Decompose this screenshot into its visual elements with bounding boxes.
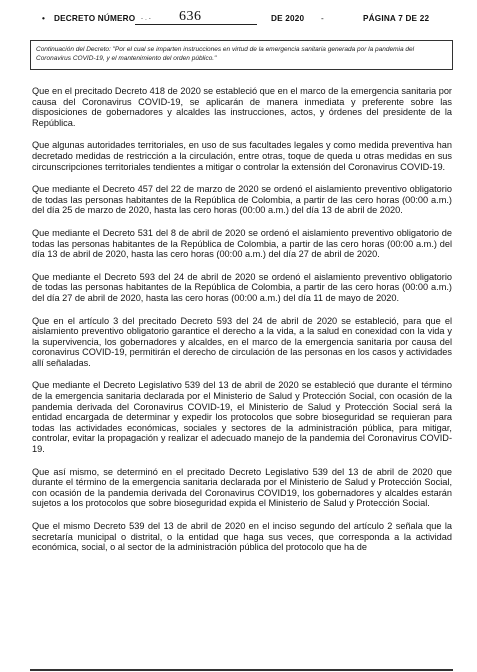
paragraph: Que así mismo, se determinó en el precitado Decreto Legislativo 539 del 13 de abril de 2020 que durante el término de la emergencia sanitaria declarada por el Ministerio de Salud y Protección Social, con ocasión de la pandemia derivada del Coronavirus COVID19, los gobernadores y alcaldes estarán sujetos a los protocolos que sobre bioseguridad expida el Ministerio de Salud y Protección Social. (32, 466, 452, 509)
paragraph: Que el mismo Decreto 539 del 13 de abril de 2020 en el inciso segundo del artículo 2 señala que la secretaría municipal o distrital, o la entidad que haga sus veces, que corresponda a la actividad económica, social, o al sector de la administración pública del protocolo que ha de (32, 521, 452, 553)
paragraph: Que en el precitado Decreto 418 de 2020 se estableció que en el marco de la emergencia sanitaria por causa del Coronavirus COVID-19, se aplicarán de manera inmediata y preferente sobre las disposiciones de gobernadores y alcaldes las instrucciones, actos, y órdenes del presidente de la República. (32, 86, 452, 128)
handwritten-mark: - . - (141, 16, 151, 22)
decree-number-field (135, 9, 257, 25)
continuation-text: Continuación del Decreto: "Por el cual se imparten instrucciones en virtud de la emergencia sanitaria generada por la pandemia del Coronavirus COVID-19, y el mantenimiento del orden público." (36, 46, 415, 62)
page-number: PÁGINA 7 DE 22 (363, 14, 430, 23)
paragraph: Que en el artículo 3 del precitado Decreto 593 del 24 de abril de 2020 se estableció, para que el aislamiento preventivo obligatorio garantice el derecho a la vida, a la salud en conexidad con la vida y la supervivencia, los gobernadores y alcaldes, en el marco de la emergencia sanitaria por causa del coronavirus COVID-19, permitirán el derecho de circulación de las personas en los casos y actividades allí señaladas. (32, 315, 452, 368)
paragraph: Que algunas autoridades territoriales, en uso de sus facultades legales y como medida preventiva han decretado medidas de restricción a la circulación, entre otras, toque de queda u otras medidas en sus circunscripciones territoriales tendientes a mitigar o controlar la extensión del Coronavirus COVID-19. (32, 140, 452, 172)
bottom-rule (30, 669, 453, 671)
paragraph: Que mediante el Decreto 457 del 22 de marzo de 2020 se ordenó el aislamiento preventivo obligatorio de todas las personas habitantes de la República de Colombia, a partir de las cero horas (00:00 a.m.) del día 25 de marzo de 2020, hasta las cero horas (00:00 a.m.) del día 13 de abril de 2020. (32, 184, 452, 216)
paragraph: Que mediante el Decreto 593 del 24 de abril de 2020 se ordenó el aislamiento preventivo obligatorio de todas las personas habitantes de la República de Colombia, a partir de las cero horas (00:00 a.m.) del día 27 de abril de 2020, hasta las cero horas (00:00 a.m.) del día 11 de mayo de 2020. (32, 271, 452, 303)
header-tick: - (321, 14, 324, 23)
decree-number-value: 636 (179, 9, 202, 24)
continuation-box (30, 40, 453, 70)
paragraph: Que mediante el Decreto 531 del 8 de abril de 2020 se ordenó el aislamiento preventivo obligatorio de todas las personas habitantes de la República de Colombia, a partir de las cero horas (00:00 a.m.) del día 13 de abril de 2020, hasta las cero horas (00:00 a.m.) del día 27 de abril de 2020. (32, 227, 452, 260)
decree-number-label: DECRETO NÚMERO (54, 14, 136, 23)
decree-year: DE 2020 (271, 14, 305, 23)
paragraph: Que mediante el Decreto Legislativo 539 del 13 de abril de 2020 se estableció que durante el término de la emergencia sanitaria declarada por el Ministerio de Salud y Protección Social, con ocasión de la pandemia derivada del Coronavirus COVID-19, el Ministerio de Salud y Protección Social será la entidad encargada de determinar y expedir los protocolos que sobre bioseguridad se requieran para todas las actividades económicas, sociales y sectores de la administración pública, para mitigar, controlar, evitar la propagación y realizar el adecuado manejo de la pandemia del Coronavirus COVID-19. (32, 380, 452, 455)
document-body (32, 86, 452, 565)
header-bullet: • (42, 14, 46, 23)
page-header (0, 9, 477, 30)
